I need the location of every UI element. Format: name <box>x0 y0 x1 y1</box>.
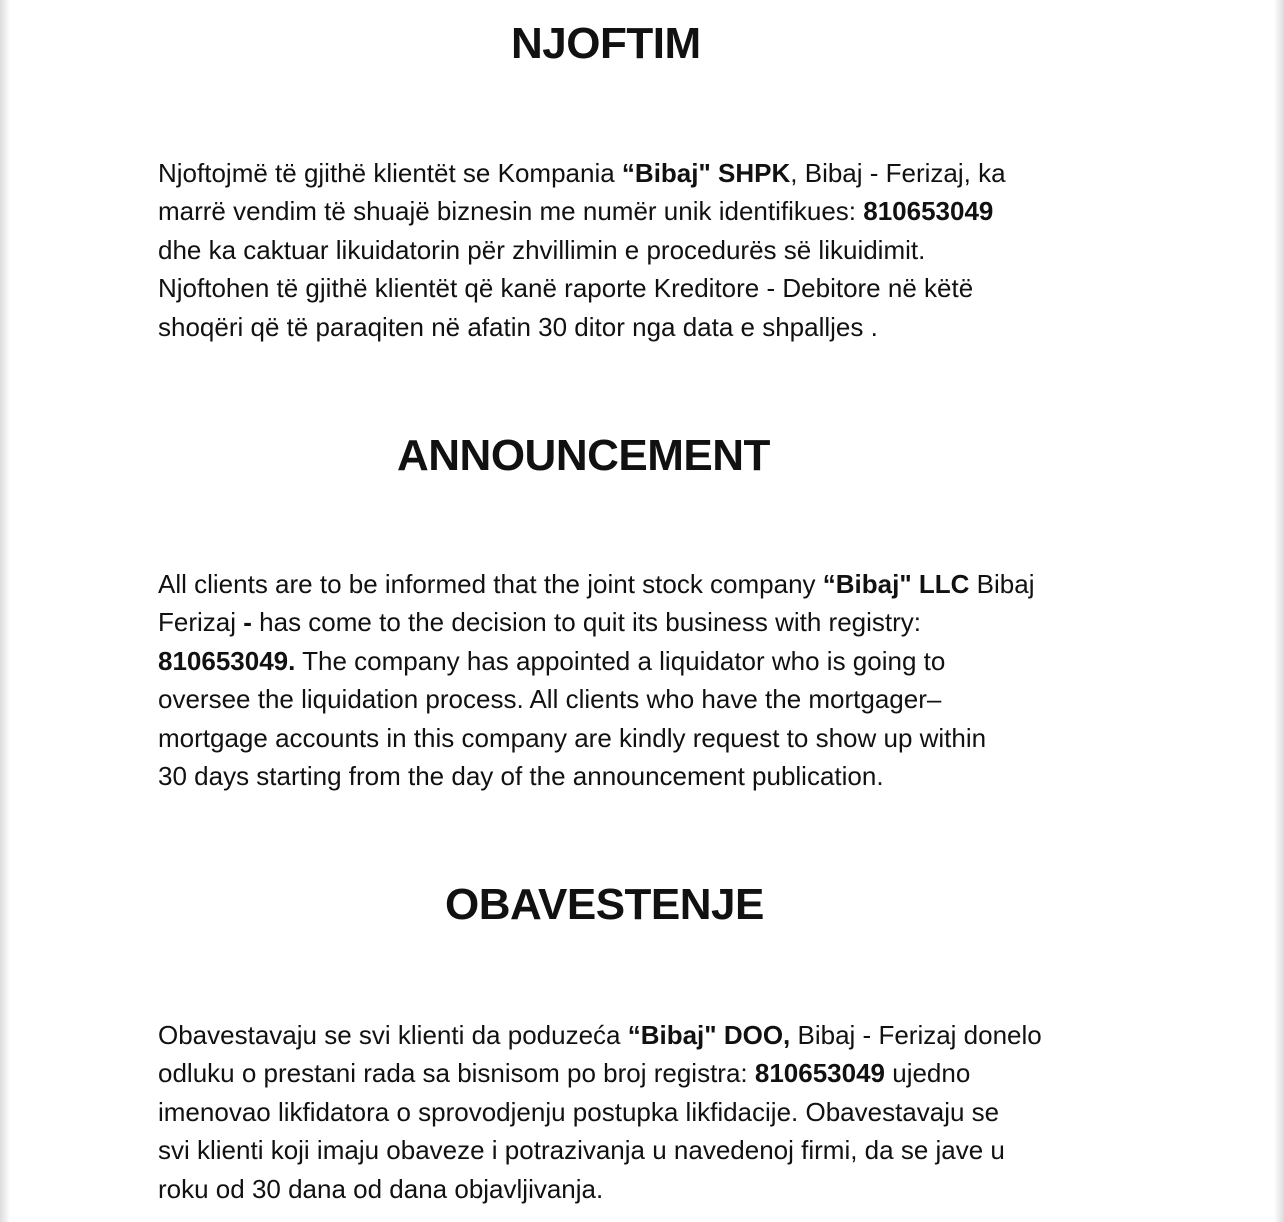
english-line-3-text: The company has appointed a liquidator who is going to <box>295 645 946 676</box>
page-edge-right <box>1274 0 1284 1222</box>
serbian-line-2-text-a: odluku o prestani rada sa bisnisom po broj registra: <box>158 1058 755 1089</box>
paragraph-english <box>158 565 1138 795</box>
english-line-3 <box>158 642 1138 680</box>
serbian-line-1-text-b: Bibaj - Ferizaj donelo <box>790 1020 1042 1050</box>
english-line-2-text-b: has come to the decision to quit its business with registry: <box>251 607 922 638</box>
english-line-1 <box>158 565 1138 603</box>
serbian-line-5: roku od 30 dana od dana objavljivanja. <box>158 1173 604 1204</box>
paragraph-serbian <box>158 1016 1138 1208</box>
albanian-line-1 <box>158 154 1138 192</box>
serbian-line-3: imenovao likfidatora o sprovodjenju postupka likfidacije. Obavestavaju se <box>158 1096 1000 1127</box>
serbian-line-4: svi klienti koji imaju obaveze i potrazivanja u navedenoj firmi, da se jave u <box>158 1135 1005 1166</box>
english-company-name: “Bibaj" LLC <box>822 569 970 599</box>
paragraph-albanian <box>158 154 1138 346</box>
english-registry-number: 810653049. <box>158 645 296 676</box>
english-line-1-text-a: All clients are to be informed that the joint stock company <box>158 569 823 599</box>
albanian-line-1-text-b: , Bibaj - Ferizaj, ka <box>790 158 1006 188</box>
serbian-company-name: “Bibaj" DOO, <box>627 1020 791 1050</box>
heading-announcement: ANNOUNCEMENT <box>397 431 770 480</box>
albanian-line-2 <box>158 192 1138 230</box>
serbian-line-1 <box>158 1016 1138 1054</box>
serbian-registry-number: 810653049 <box>754 1058 886 1089</box>
english-line-4: oversee the liquidation process. All clients who have the mortgager– <box>158 684 942 715</box>
english-line-2 <box>158 603 1138 641</box>
albanian-line-2-text: marrë vendim të shuajë biznesin me numër unik identifikues: <box>158 196 864 227</box>
albanian-line-4: Njoftohen të gjithë klientët që kanë raporte Kreditore - Debitore në këtë <box>158 273 974 304</box>
serbian-line-2 <box>158 1054 1138 1092</box>
english-line-2-dash: - <box>243 607 252 638</box>
english-line-2-text-a: Ferizaj <box>158 607 244 638</box>
heading-obavestenje: OBAVESTENJE <box>445 880 764 929</box>
serbian-line-1-text-a: Obavestavaju se svi klienti da poduzeća <box>158 1020 628 1050</box>
english-line-5: mortgage accounts in this company are kindly request to show up within <box>158 722 987 753</box>
heading-njoftim: NJOFTIM <box>511 19 701 68</box>
albanian-line-5: shoqëri që të paraqiten në afatin 30 ditor nga data e shpalljes . <box>158 311 878 342</box>
albanian-line-1-text-a: Njoftojmë të gjithë klientët se Kompania <box>158 158 622 188</box>
albanian-line-3: dhe ka caktuar likuidatorin për zhvillimin e procedurës së likuidimit. <box>158 234 926 265</box>
english-line-1-text-b: Bibaj <box>969 569 1035 599</box>
english-line-6: 30 days starting from the day of the announcement publication. <box>158 761 884 792</box>
albanian-company-name: “Bibaj" SHPK <box>621 158 791 188</box>
page-edge-left <box>0 0 10 1222</box>
albanian-registry-number: 810653049 <box>863 196 994 227</box>
serbian-line-2-text-b: ujedno <box>885 1058 971 1089</box>
